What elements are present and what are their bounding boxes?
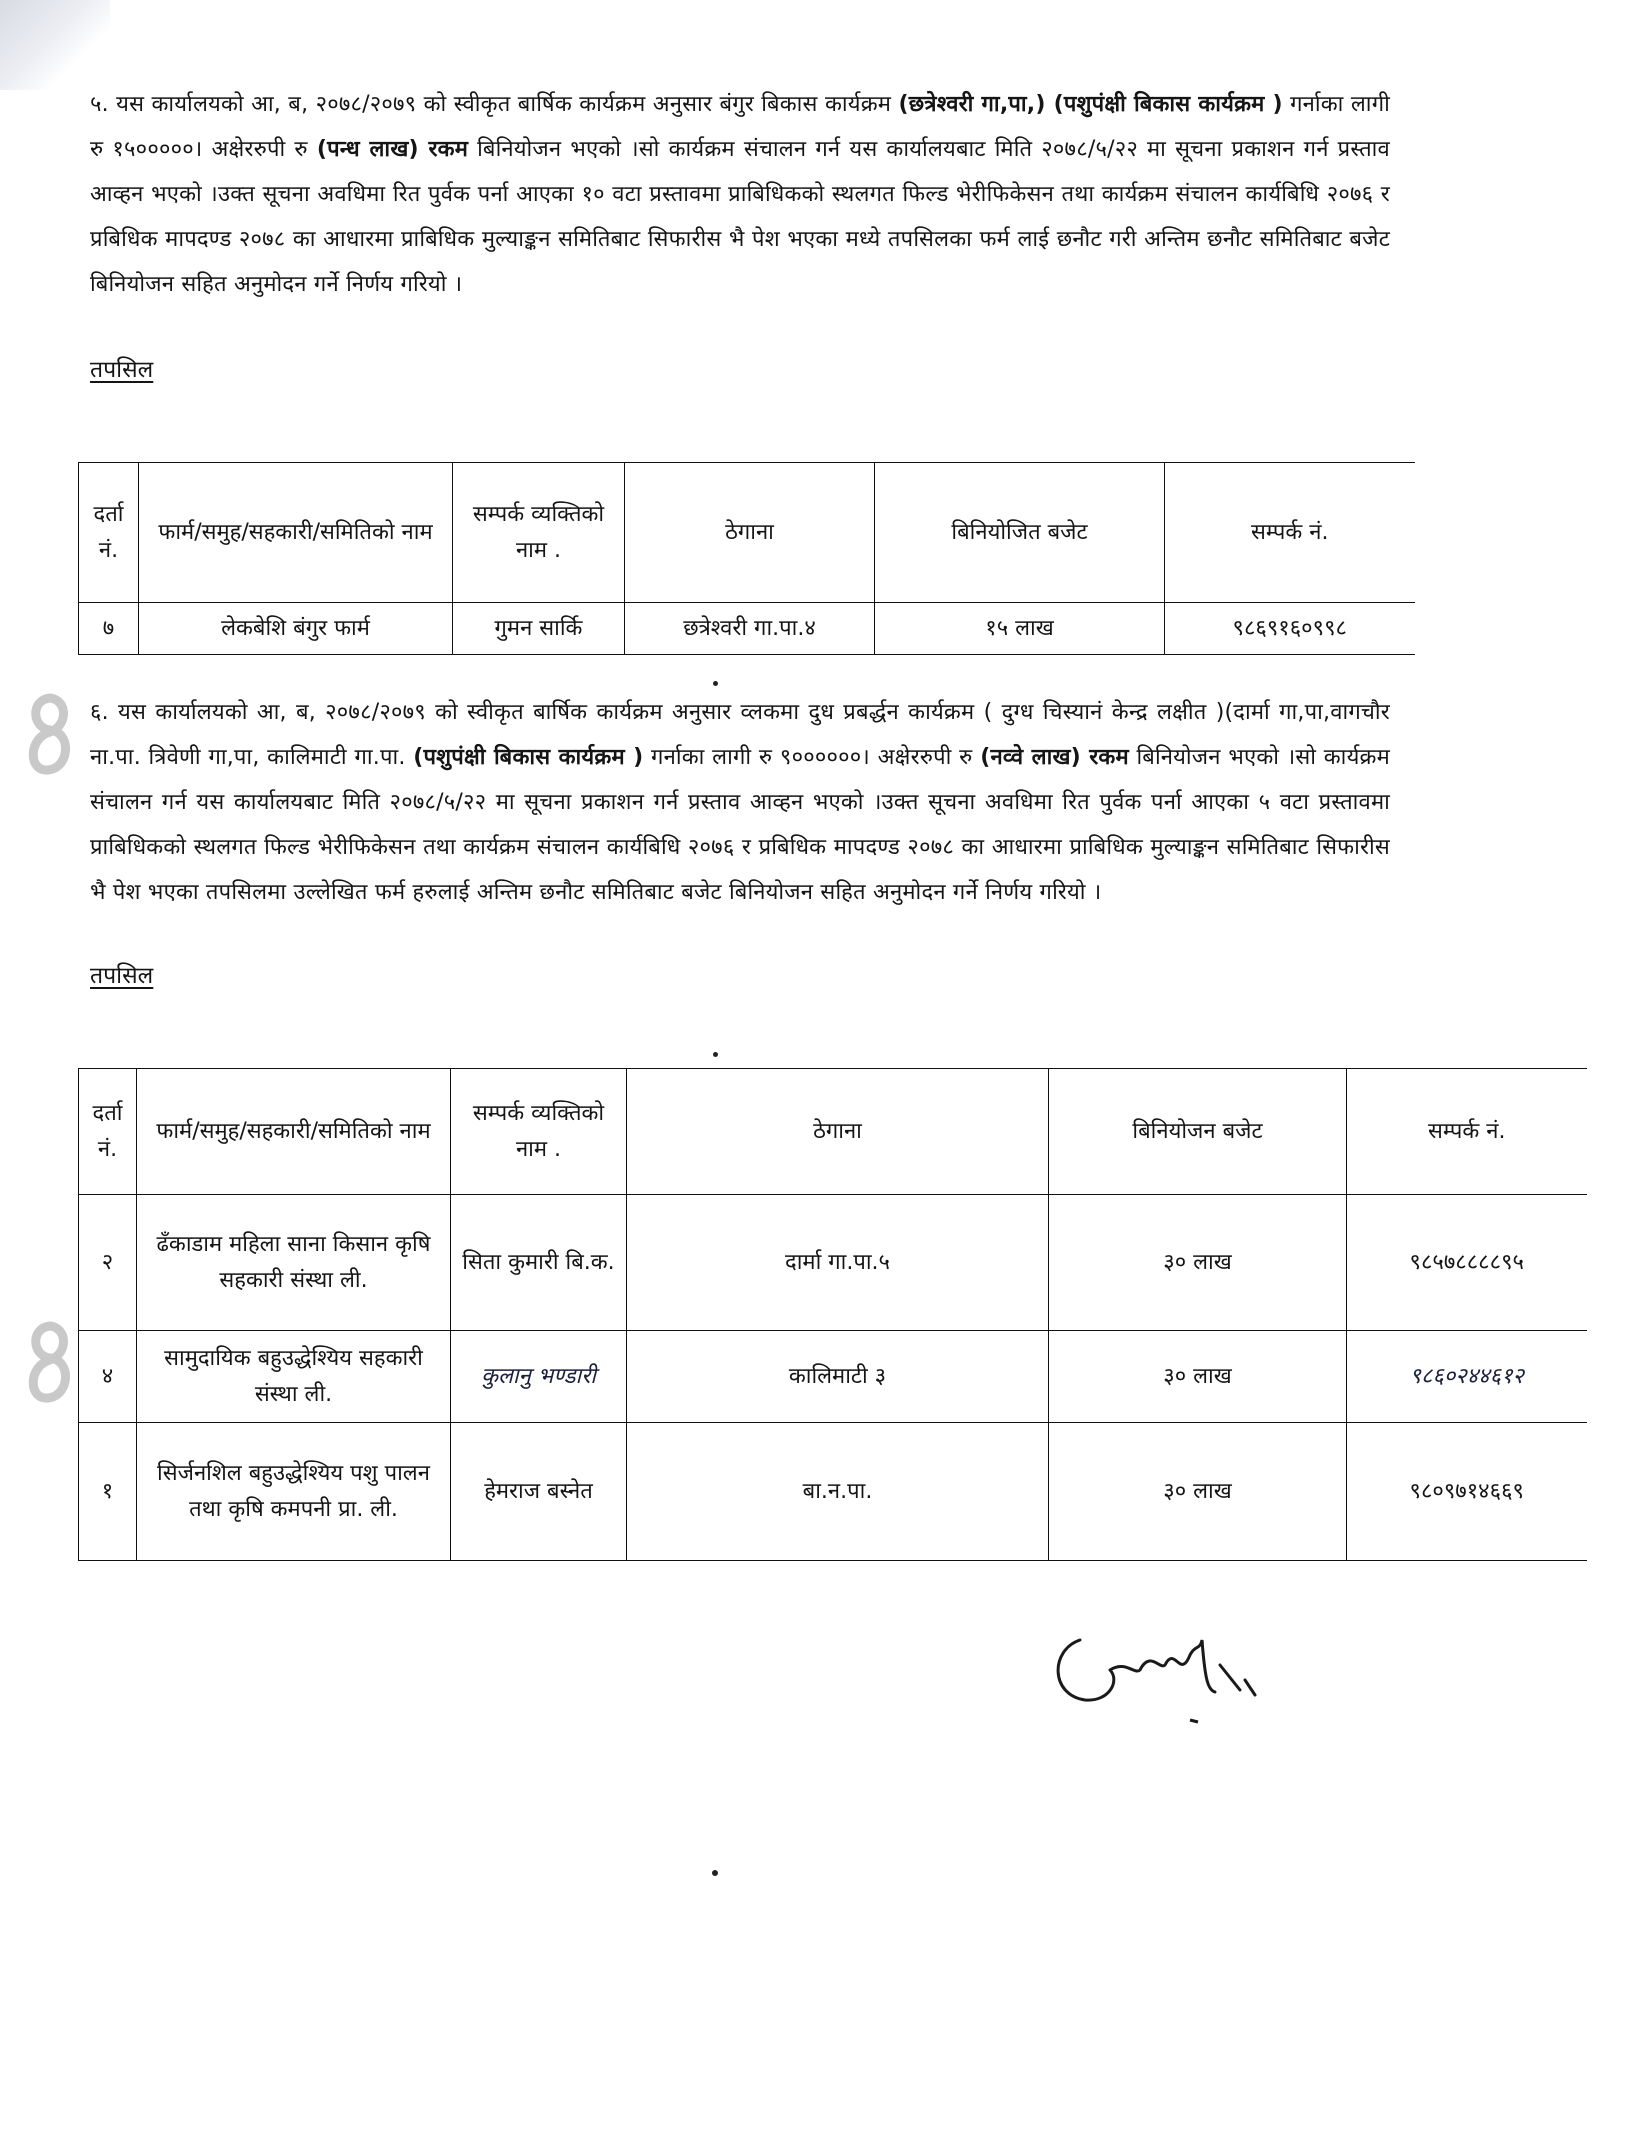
section-5-table xyxy=(78,462,1415,655)
section-5-text-3: बिनियोजन भएको ।सो कार्यक्रम संचालन गर्न यस कार्यालयबाट मिति २०७८/५/२२ मा सूचना प्रकाशन गर्न प्रस्ताव आव्हन भएको ।उक्त सूचना अवधिमा रित पुर्वक पर्ना आएका १० वटा प्रस्तावमा प्राबिधिकको स्थलगत फिल्ड भेरीफिकेसन तथा कार्यक्रम संचालन कार्यबिधि २०७६ र प्रबिधिक मापदण्ड २०७८ का आधारमा प्राबिधिक मुल्याङ्कन समितिबाट सिफारीस भै पेश भएका मध्ये तपसिलका फर्म लाई छनौट गरी अन्तिम छनौट समितिबाट बजेट बिनियोजन सहित अनुमोदन गर्ने निर्णय गरियो । xyxy=(90,137,1390,297)
handwritten-signature xyxy=(1040,1610,1280,1730)
header-contact-person: सम्पर्क व्यक्तिको नाम . xyxy=(453,463,625,603)
section-6-text-3: बिनियोजन भएको ।सो कार्यक्रम संचालन गर्न यस कार्यालयबाट मिति २०७८/५/२२ मा सूचना प्रकाशन गर्न प्रस्ताव आव्हन भएको ।उक्त सूचना अवधिमा रित पुर्वक पर्ना आएका ५ वटा प्रस्तावमा प्राबिधिकको स्थलगत फिल्ड भेरीफिकेसन तथा कार्यक्रम संचालन कार्यबिधि २०७६ र प्रबिधिक मापदण्ड २०७८ का आधारमा प्राबिधिक मुल्याङ्कन समितिबाट सिफारीस भै पेश भएका तपसिलमा उल्लेखित फर्म हरुलाई अन्तिम छनौट समितिबाट बजेट बिनियोजन सहित अनुमोदन गर्ने निर्णय गरियो । xyxy=(90,745,1390,905)
margin-mark-icon xyxy=(20,690,80,780)
cell-contact-person: गुमन सार्कि xyxy=(453,603,625,655)
cell-registration-no: १ xyxy=(79,1423,137,1561)
section-5-bold-2: (पन्ध लाख) रकम xyxy=(316,137,469,162)
cell-address: कालिमाटी ३ xyxy=(627,1331,1049,1423)
header-contact-person: सम्पर्क व्यक्तिको नाम . xyxy=(451,1069,627,1195)
cell-farm-name: लेकबेशि बंगुर फार्म xyxy=(139,603,453,655)
cell-contact-number: ९८६०२४४६१२ xyxy=(1347,1331,1587,1423)
cell-contact-person: कुलानु भण्डारी xyxy=(451,1331,627,1423)
cell-budget: १५ लाख xyxy=(875,603,1165,655)
header-budget: बिनियोजित बजेट xyxy=(875,463,1165,603)
section-6-text-2: गर्नाका लागी रु ९००००००। अक्षेररुपी रु xyxy=(651,745,973,770)
section-5-bold-1: (छत्रेश्वरी गा,पा,) (पशुपंक्षी बिकास कार्यक्रम ) xyxy=(898,92,1283,117)
cell-address: दार्मा गा.पा.५ xyxy=(627,1195,1049,1331)
section-6-bold-1: (पशुपंक्षी बिकास कार्यक्रम ) xyxy=(413,745,644,770)
cell-farm-name: सामुदायिक बहुउद्धेश्यिय सहकारी संस्था ली. xyxy=(137,1331,451,1423)
section-5-paragraph xyxy=(90,82,1390,307)
cell-address: बा.न.पा. xyxy=(627,1423,1049,1561)
cell-registration-no: ४ xyxy=(79,1331,137,1423)
section-5-text-1: ५. यस कार्यालयको आ, ब, २०७८/२०७९ को स्वीकृत बार्षिक कार्यक्रम अनुसार बंगुर बिकास कार्यक्रम xyxy=(90,92,892,117)
header-address: ठेगाना xyxy=(625,463,875,603)
section-6-text-1: ६. यस कार्यालयको आ, ब, २०७८/२०७९ को स्वीकृत बार्षिक कार्यक्रम अनुसार व्लकमा दुध प्रबर्द्धन कार्यक्रम ( दुग्ध चिस्यानं केन्द्र लक्षीत )(दार्मा गा,पा,वागचौर ना.पा. त्रिवेणी गा,पा, कालिमाटी गा.पा. xyxy=(90,700,1390,770)
cell-farm-name: सिर्जनशिल बहुउद्धेश्यिय पशु पालन तथा कृषि कमपनी प्रा. ली. xyxy=(137,1423,451,1561)
section-6-table xyxy=(78,1068,1587,1561)
table-header-row xyxy=(79,463,1415,603)
cell-registration-no: ७ xyxy=(79,603,139,655)
header-address: ठेगाना xyxy=(627,1069,1049,1195)
table-row xyxy=(79,1331,1587,1423)
table-row xyxy=(79,603,1415,655)
cell-contact-person: सिता कुमारी बि.क. xyxy=(451,1195,627,1331)
cell-farm-name: ढँकाडाम महिला साना किसान कृषि सहकारी संस्था ली. xyxy=(137,1195,451,1331)
margin-mark-icon xyxy=(20,1318,80,1408)
cell-contact-person: हेमराज बस्नेत xyxy=(451,1423,627,1561)
table-header-row xyxy=(79,1069,1587,1195)
cell-budget: ३० लाख xyxy=(1049,1331,1347,1423)
cell-registration-no: २ xyxy=(79,1195,137,1331)
header-registration-no: दर्ता नं. xyxy=(79,463,139,603)
cell-budget: ३० लाख xyxy=(1049,1195,1347,1331)
scan-page-corner xyxy=(0,0,110,90)
cell-budget: ३० लाख xyxy=(1049,1423,1347,1561)
header-contact-number: सम्पर्क नं. xyxy=(1347,1069,1587,1195)
header-budget: बिनियोजन बजेट xyxy=(1049,1069,1347,1195)
cell-contact-number: ९८५७८८८८९५ xyxy=(1347,1195,1587,1331)
header-farm-name: फार्म/समुह/सहकारी/समितिको नाम xyxy=(139,463,453,603)
section-6-tapsil-heading: तपसिल xyxy=(90,963,154,989)
section-6-paragraph xyxy=(90,690,1390,915)
table-row xyxy=(79,1423,1587,1561)
section-5-tapsil-heading: तपसिल xyxy=(90,357,154,383)
section-6-bold-2: (नव्वे लाख) रकम xyxy=(980,745,1129,770)
cell-contact-number: ९८६९१६०९९८ xyxy=(1165,603,1415,655)
scan-speck xyxy=(713,681,718,686)
scan-speck xyxy=(712,1870,718,1876)
cell-contact-number: ९८०९७१४६६९ xyxy=(1347,1423,1587,1561)
scan-speck xyxy=(713,1052,718,1057)
table-row xyxy=(79,1195,1587,1331)
section-5-text-2: गर्नाका लागी रु १५०००००। अक्षेररुपी रु xyxy=(90,92,1390,162)
cell-address: छत्रेश्वरी गा.पा.४ xyxy=(625,603,875,655)
header-farm-name: फार्म/समुह/सहकारी/समितिको नाम xyxy=(137,1069,451,1195)
header-contact-number: सम्पर्क नं. xyxy=(1165,463,1415,603)
header-registration-no: दर्ता नं. xyxy=(79,1069,137,1195)
